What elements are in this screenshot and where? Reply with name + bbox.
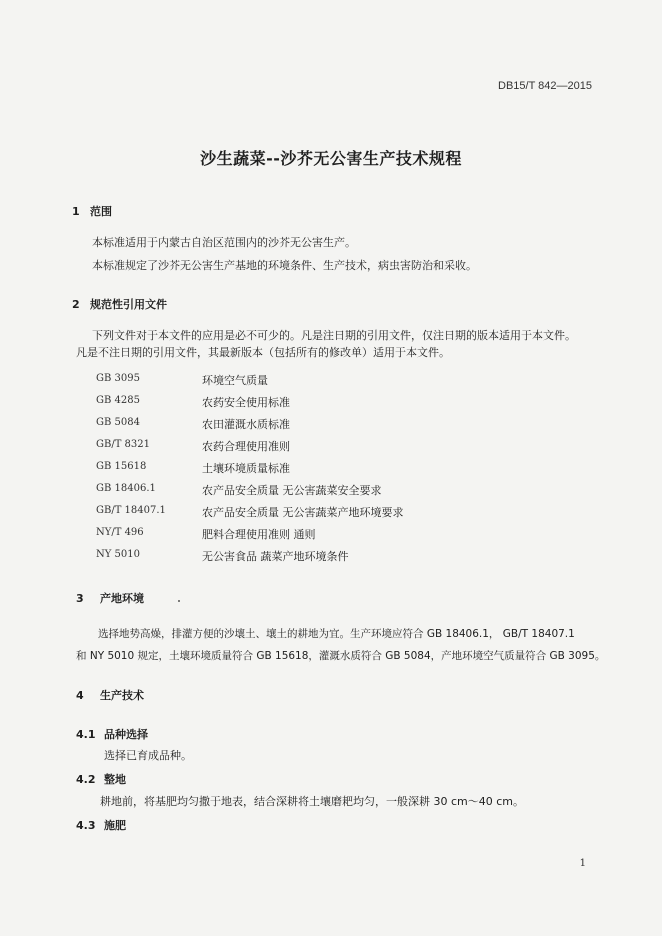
section-title: 规范性引用文件: [90, 298, 167, 311]
document-id: DB15/T 842—2015: [498, 80, 592, 92]
scan-speck: [178, 600, 180, 602]
reference-title: 农药合理使用准则: [202, 440, 290, 453]
reference-code: GB 18406.1: [96, 483, 156, 494]
subsection-number: 4.3: [76, 819, 96, 832]
reference-item: [96, 370, 476, 392]
section-number: 3: [76, 592, 84, 605]
reference-title: 无公害食品 蔬菜产地环境条件: [202, 550, 349, 563]
paragraph: 下列文件对于本文件的应用是必不可少的。凡是注日期的引用文件，仅注日期的版本适用于本文件。: [92, 329, 576, 342]
reference-item: [96, 392, 476, 414]
reference-code: NY/T 496: [96, 527, 144, 538]
section-title: 生产技术: [100, 689, 144, 702]
section-title: 产地环境: [100, 592, 144, 605]
paragraph: 选择已育成品种。: [104, 749, 192, 762]
reference-code: NY 5010: [96, 549, 140, 560]
reference-title: 农产品安全质量 无公害蔬菜产地环境要求: [202, 506, 404, 519]
reference-item: [96, 546, 476, 568]
subsection-4-1-heading: [76, 726, 148, 742]
section-number: 1: [72, 205, 80, 218]
reference-title: 农田灌溉水质标准: [202, 418, 290, 431]
reference-code: GB/T 18407.1: [96, 505, 166, 516]
section-3-heading: [76, 590, 144, 606]
paragraph: 本标准规定了沙芥无公害生产基地的环境条件、生产技术，病虫害防治和采收。: [92, 259, 477, 272]
section-number: 2: [72, 298, 80, 311]
subsection-4-3-heading: [76, 817, 126, 833]
section-1-heading: [72, 203, 112, 219]
subsection-number: 4.2: [76, 773, 96, 786]
reference-title: 农产品安全质量 无公害蔬菜安全要求: [202, 484, 382, 497]
reference-code: GB 4285: [96, 395, 140, 406]
reference-title: 肥料合理使用准则 通则: [202, 528, 316, 541]
reference-code: GB 15618: [96, 461, 147, 472]
reference-item: [96, 524, 476, 546]
reference-title: 环境空气质量: [202, 374, 268, 387]
reference-item: [96, 502, 476, 524]
reference-code: GB/T 8321: [96, 439, 151, 450]
reference-item: [96, 436, 476, 458]
reference-code: GB 5084: [96, 417, 140, 428]
reference-list: [96, 370, 476, 568]
section-title: 范围: [90, 205, 112, 218]
section-2-heading: [72, 296, 167, 312]
paragraph: 耕地前，将基肥均匀撒于地表，结合深耕将土壤磨耙均匀，一般深耕 30 cm～40 cm。: [100, 795, 525, 808]
reference-title: 农药安全使用标准: [202, 396, 290, 409]
subsection-title: 施肥: [104, 819, 126, 832]
subsection-number: 4.1: [76, 728, 96, 741]
reference-code: GB 3095: [96, 373, 140, 384]
reference-item: [96, 458, 476, 480]
paragraph: 凡是不注日期的引用文件，其最新版本（包括所有的修改单）适用于本文件。: [76, 346, 450, 359]
reference-item: [96, 480, 476, 502]
reference-item: [96, 414, 476, 436]
section-4-heading: [76, 687, 144, 703]
subsection-title: 整地: [104, 773, 126, 786]
subsection-4-2-heading: [76, 771, 126, 787]
subsection-title: 品种选择: [104, 728, 148, 741]
document-title: 沙生蔬菜--沙芥无公害生产技术规程: [200, 149, 462, 168]
paragraph: 和 NY 5010 规定，土壤环境质量符合 GB 15618，灌溉水质符合 GB 5084，产地环境空气质量符合 GB 3095。: [76, 650, 606, 662]
section-number: 4: [76, 689, 84, 702]
reference-title: 土壤环境质量标准: [202, 462, 290, 475]
paragraph: 本标准适用于内蒙古自治区范围内的沙芥无公害生产。: [92, 236, 356, 249]
page-number: 1: [579, 858, 586, 869]
paragraph: 选择地势高燥，排灌方便的沙壤土、壤土的耕地为宜。生产环境应符合 GB 18406.1， GB/T 18407.1: [98, 628, 575, 640]
